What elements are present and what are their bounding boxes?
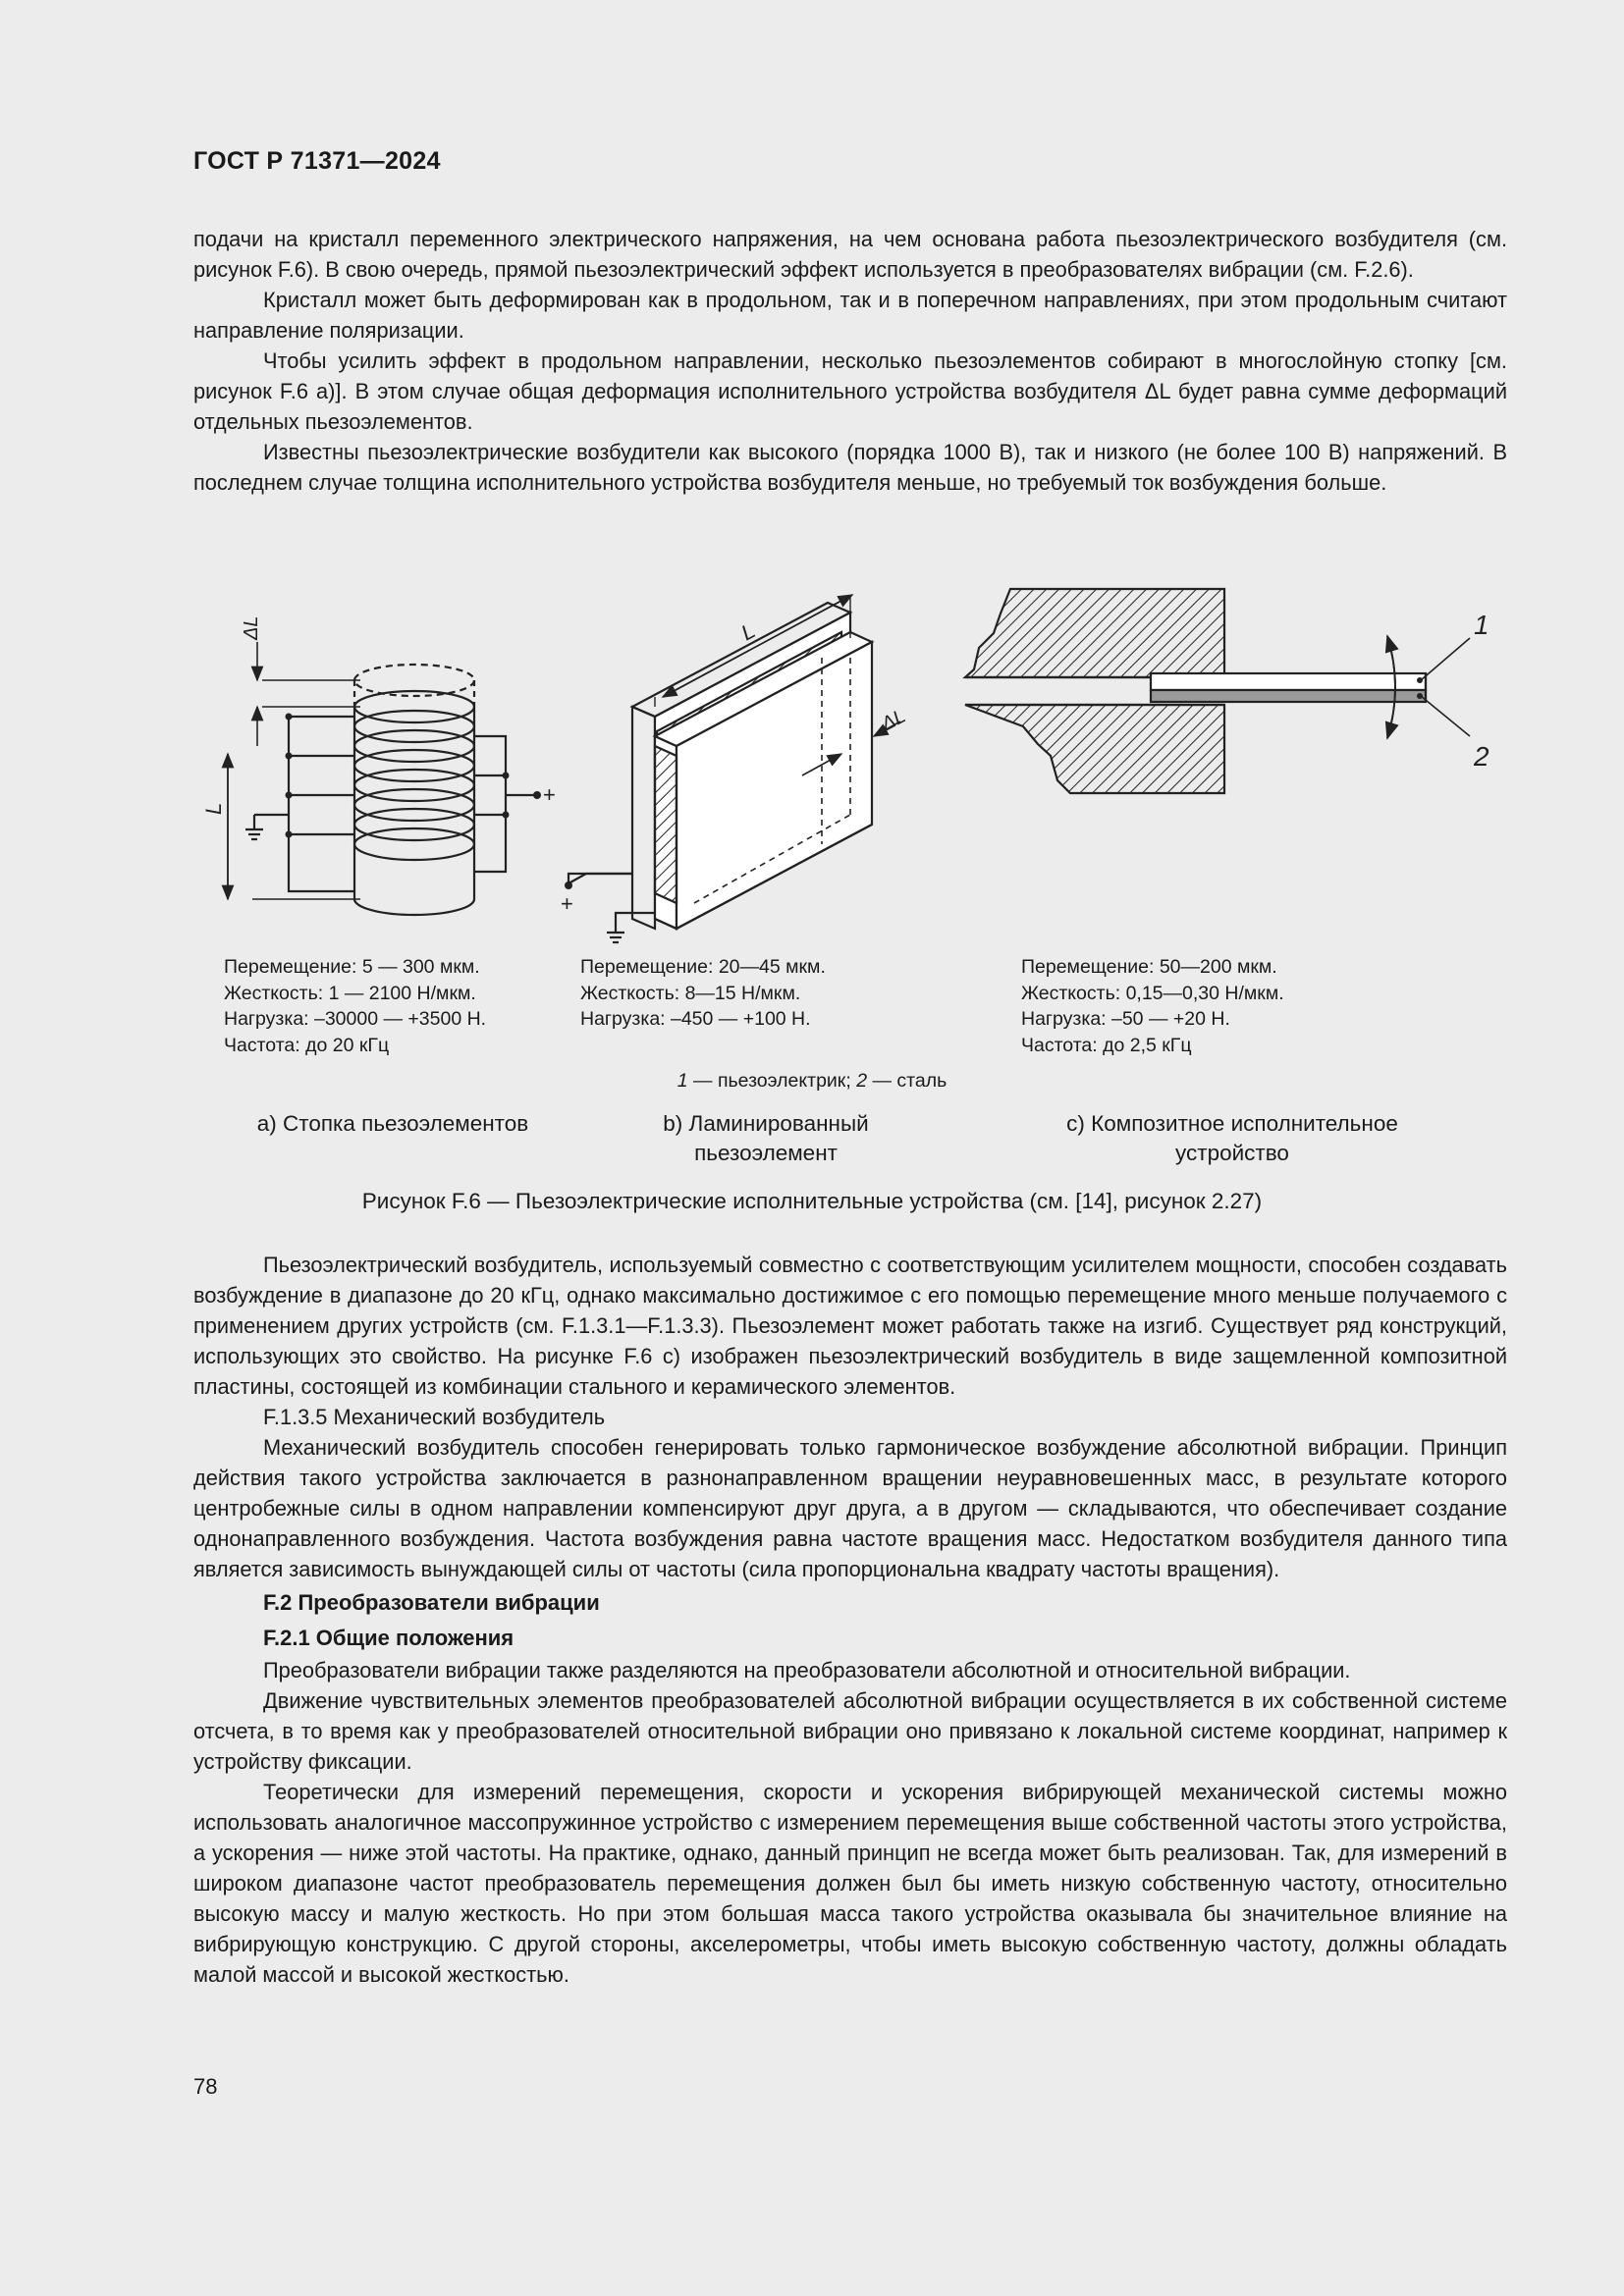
section-f135-title: F.1.3.5 Механический возбудитель (263, 1405, 606, 1429)
spec-line: Жесткость: 1 — 2100 Н/мкм. (224, 982, 476, 1004)
legend-text: — пьезоэлектрик; (687, 1070, 857, 1092)
body-text (193, 1250, 1507, 1990)
subcaption-line: пьезоэлемент (694, 1141, 838, 1165)
spec-line: Частота: до 2,5 кГц (1021, 1034, 1192, 1056)
spec-line: Нагрузка: –30000 — +3500 Н. (224, 1008, 487, 1030)
label-plus-a: + (543, 782, 556, 807)
paragraph: Чтобы усилить эффект в продольном направлении, несколько пьезоэлементов собирают в многослойную стопку [см. рисунок F.6 а)]. В этом случае общая деформация исполнительного устройства возбудителя ΔL будет равна сумме деформаций отдельных пьезоэлементов. (193, 348, 1507, 434)
subcaption-line: с) Композитное исполнительное (1066, 1111, 1398, 1136)
subcaption-a: а) Стопка пьезоэлементов (256, 1111, 529, 1136)
intro-text (193, 224, 1507, 498)
paragraph: подачи на кристалл переменного электрического напряжения, на чем основана работа пьезоэлектрического возбудителя (см. рисунок F.6). В свою очередь, прямой пьезоэлектрический эффект используется в преобразователях вибрации (см. F.2.6). (193, 227, 1507, 282)
stack-piezo-drawing (228, 642, 537, 915)
paragraph: Пьезоэлектрический возбудитель, используемый совместно с соответствующим усилителем мощности, способен создавать возбуждение в диапазоне до 20 кГц, однако максимально достижимое с его помощью перемещение много меньше получаемого с применением других устройств (см. F.1.3.1—F.1.3.3). Пьезоэлемент может работать также на изгиб. Существует ряд конструкций, использующих это свойство. На рисунке F.6 с) изображен пьезоэлектрический возбудитель в виде защемленной композитной пластины, состоящей из комбинации стального и керамического элементов. (193, 1253, 1507, 1399)
section-f21-title: F.2.1 Общие положения (263, 1626, 514, 1650)
subcaption-line: устройство (1175, 1141, 1289, 1165)
figure-caption: Рисунок F.6 — Пьезоэлектрические исполнительные устройства (см. [14], рисунок 2.27) (361, 1189, 1263, 1213)
paragraph: Теоретически для измерений перемещения, скорости и ускорения вибрирующей механической системы можно использовать аналогичное массопружинное устройство с измерением перемещения выше собственной частоты этого устройства, а ускорения — ниже этой частоты. На практике, однако, данный принцип не всегда может быть реализован. Так, для измерений в широком диапазоне частот преобразователь перемещения должен был бы иметь низкую собственную частоту, относительно высокую массу и малую жесткость. Но при этом большая масса такого устройства оказывала бы значительное влияние на вибрирующую конструкцию. С другой стороны, акселерометры, чтобы иметь высокую собственную частоту, должны обладать малой массой и высокой жесткостью. (193, 1780, 1507, 1987)
label-l-b: L (736, 617, 760, 646)
spec-line: Нагрузка: –50 — +20 Н. (1021, 1008, 1230, 1030)
spec-line: Частота: до 20 кГц (224, 1034, 390, 1056)
paragraph: Механический возбудитель способен генерировать только гармоническое возбуждение абсолютной вибрации. Принцип действия такого устройства заключается в разнонаправленном вращении неуравновешенных масс, в результате которого центробежные силы в одном направлении компенсируют друг друга, а в другом — складываются, что обеспечивает создание однонаправленного возбуждения. Частота возбуждения равна частоте вращения масс. Недостатком возбудителя данного типа является зависимость вынуждающей силы от частоты (сила пропорциональна квадрату частоты вращения). (193, 1435, 1507, 1581)
label-l-a: L (201, 802, 226, 815)
laminated-piezo-drawing (568, 595, 900, 942)
subcaption-c (1041, 1109, 1424, 1168)
spec-list-b (580, 954, 826, 1033)
legend-text: — сталь (867, 1070, 947, 1092)
figure-f6-drawing (193, 579, 1509, 952)
spec-line: Жесткость: 8—15 Н/мкм. (580, 982, 801, 1004)
spec-line: Перемещение: 20—45 мкм. (580, 956, 826, 978)
label-1: 1 (1474, 610, 1489, 640)
composite-actuator-drawing (965, 589, 1470, 793)
figure-legend (0, 1070, 1624, 1093)
paragraph: Движение чувствительных элементов преобразователей абсолютной вибрации осуществляется в их собственной системе отсчета, в то время как у преобразователей относительной вибрации оно привязано к локальной системе координат, например к устройству фиксации. (193, 1688, 1507, 1774)
paragraph: Известны пьезоэлектрические возбудители как высокого (порядка 1000 В), так и низкого (не более 100 В) напряжений. В последнем случае толщина исполнительного устройства возбудителя меньше, но требуемый ток возбуждения больше. (193, 440, 1507, 495)
document-header: ГОСТ Р 71371—2024 (193, 147, 441, 175)
label-delta-l-a: ΔL (241, 615, 262, 640)
subcaption-line: b) Ламинированный (663, 1111, 869, 1136)
label-2: 2 (1474, 741, 1489, 772)
section-f2-title: F.2 Преобразователи вибрации (263, 1590, 600, 1615)
spec-line: Жесткость: 0,15—0,30 Н/мкм. (1021, 982, 1284, 1004)
legend-number: 1 (677, 1070, 688, 1092)
legend-number: 2 (856, 1070, 868, 1092)
spec-list-a (224, 954, 486, 1058)
paragraph: Преобразователи вибрации также разделяются на преобразователи абсолютной и относительной вибрации. (263, 1658, 1351, 1682)
subcaption-b (609, 1109, 923, 1168)
page-number: 78 (193, 2074, 218, 2099)
spec-line: Перемещение: 5 — 300 мкм. (224, 956, 480, 978)
paragraph: Кристалл может быть деформирован как в продольном, так и в поперечном направлениях, при этом продольным считают направление поляризации. (193, 288, 1507, 343)
spec-line: Нагрузка: –450 — +100 Н. (580, 1008, 811, 1030)
label-plus-b: + (561, 891, 573, 916)
label-delta-l-b: ΔL (878, 705, 910, 736)
spec-line: Перемещение: 50—200 мкм. (1021, 956, 1277, 978)
spec-list-c (1021, 954, 1284, 1058)
